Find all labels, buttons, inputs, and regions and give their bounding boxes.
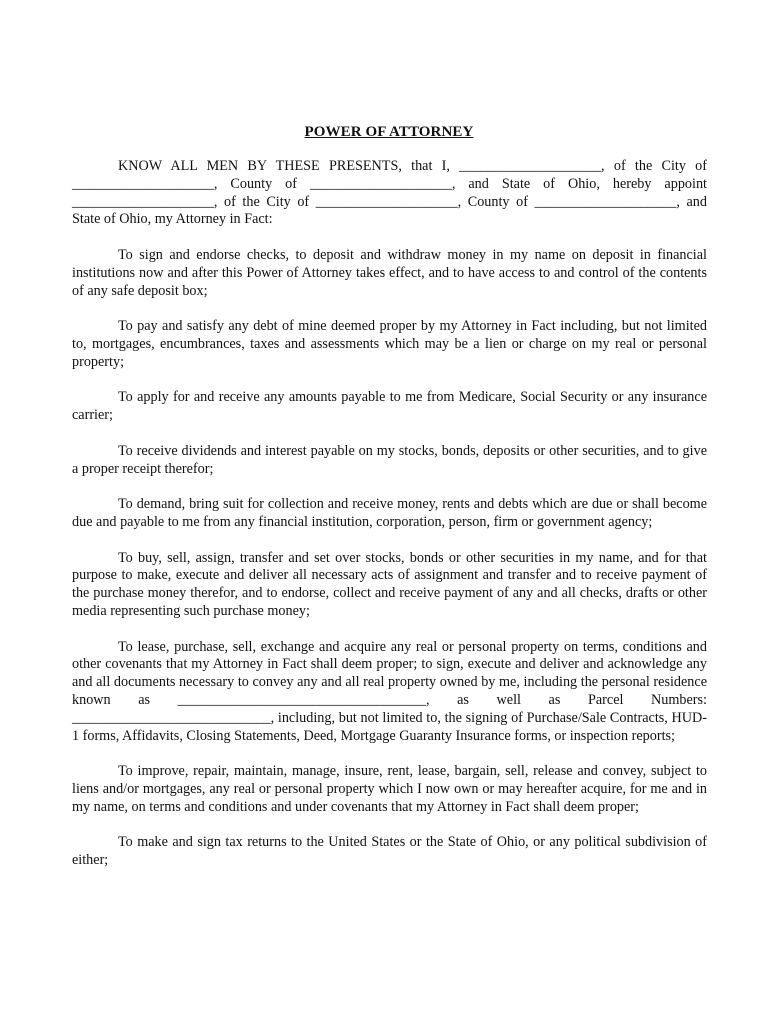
medicare-social-security-paragraph: To apply for and receive any amounts payable to me from Medicare, Social Security or any insurance carrier; [72, 389, 707, 424]
tax-returns-paragraph: To make and sign tax returns to the United States or the State of Ohio, or any political subdivision of either; [72, 834, 707, 869]
appointment-paragraph: KNOW ALL MEN BY THESE PRESENTS, that I, ____________________, of the City of ____________________, County of ____________________, and State of Ohio, hereby appoint ____________________, of the City of ____________________, County of ____________________, and State of Ohio, my Attorney in Fact: [72, 158, 707, 228]
document-body [72, 158, 707, 888]
securities-paragraph: To buy, sell, assign, transfer and set over stocks, bonds or other securities in my name, and for that purpose to make, execute and deliver all necessary acts of assignment and transfer and to receive payment of the purchase money therefor, and to endorse, collect and receive payment of any and all checks, drafts or other media representing such purchase money; [72, 549, 707, 619]
dividends-interest-paragraph: To receive dividends and interest payable on my stocks, bonds, deposits or other securities, and to give a proper receipt therefor; [72, 442, 707, 477]
checks-deposits-paragraph: To sign and endorse checks, to deposit and withdraw money in my name on deposit in financial institutions now and after this Power of Attorney takes effect, and to have access to and control of the contents of any safe deposit box; [72, 246, 707, 299]
document-title: POWER OF ATTORNEY [304, 124, 474, 140]
pay-debts-paragraph: To pay and satisfy any debt of mine deemed proper by my Attorney in Fact including, but not limited to, mortgages, encumbrances, taxes and assessments which may be a lien or charge on my real or personal property; [72, 318, 707, 370]
real-property-paragraph: To lease, purchase, sell, exchange and acquire any real or personal property on terms, conditions and other covenants that my Attorney in Fact shall deem proper; to sign, execute and deliver and acknowledge any and all documents necessary to convey any and all real property owned by me, including the personal residence known as ___________________________________, as well as Parcel Numbers: ____________________________, including, but not limited to, the signing of Purchase/Sale Contracts, HUD-1 forms, Affidavits, Closing Statements, Deed, Mortgage Guaranty Insurance forms, or inspection reports; [72, 638, 707, 744]
improve-repair-paragraph: To improve, repair, maintain, manage, insure, rent, lease, bargain, sell, release and convey, subject to liens and/or mortgages, any real or personal property which I now own or may hereafter acquire, for me and in my name, on terms and conditions and under covenants that my Attorney in Fact shall deem proper; [72, 763, 707, 815]
demand-suit-paragraph: To demand, bring suit for collection and receive money, rents and debts which are due or shall become due and payable to me from any financial institution, corporation, person, firm or government agency; [72, 496, 707, 530]
